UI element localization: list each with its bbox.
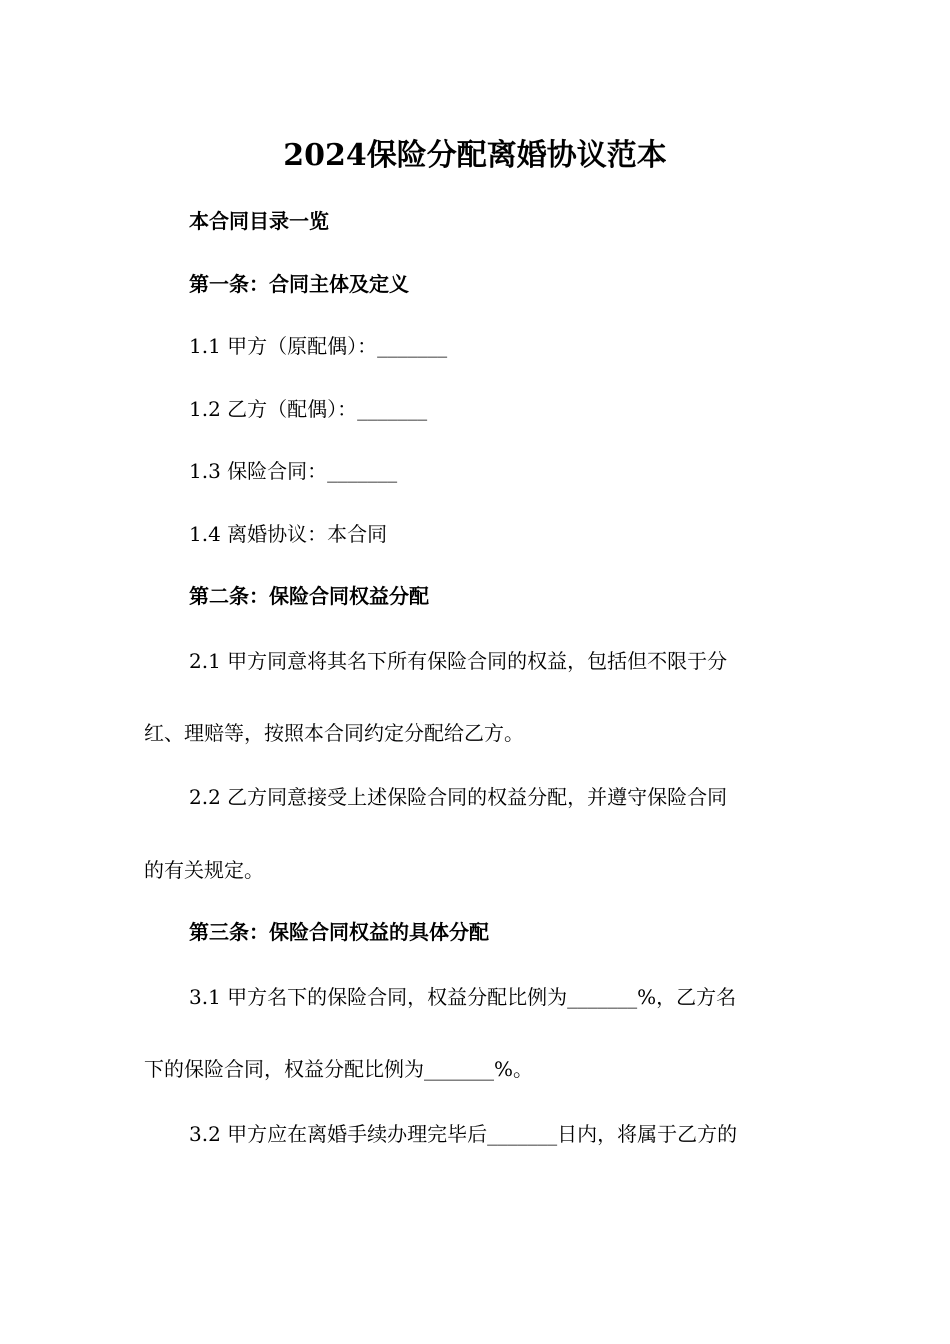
- document-title: 2024保险分配离婚协议范本: [283, 138, 667, 173]
- clause-2-2-line-1: 2.2 乙方同意接受上述保险合同的权益分配，并遵守保险合同: [189, 785, 728, 809]
- clause-2-1-line-1: 2.1 甲方同意将其名下所有保险合同的权益，包括但不限于分: [189, 649, 728, 673]
- toc-heading: 本合同目录一览: [189, 209, 329, 233]
- clause-2-2-line-2: 的有关规定。: [144, 858, 264, 882]
- clause-1-1: 1.1 甲方（原配偶）：_______: [189, 334, 448, 358]
- clause-3-1-line-1: 3.1 甲方名下的保险合同，权益分配比例为_______%，乙方名: [189, 985, 737, 1009]
- clause-2-1-line-2: 红、理赔等，按照本合同约定分配给乙方。: [144, 721, 524, 745]
- clause-3-2-line-1: 3.2 甲方应在离婚手续办理完毕后_______日内，将属于乙方的: [189, 1122, 738, 1146]
- clause-1-4: 1.4 离婚协议：本合同: [189, 522, 388, 546]
- article-1-heading: 第一条：合同主体及定义: [189, 272, 409, 296]
- clause-1-2: 1.2 乙方（配偶）：_______: [189, 397, 428, 421]
- clause-1-3: 1.3 保险合同：_______: [189, 459, 398, 483]
- article-2-heading: 第二条：保险合同权益分配: [189, 584, 429, 608]
- clause-3-1-line-2: 下的保险合同，权益分配比例为_______%。: [144, 1057, 534, 1081]
- article-3-heading: 第三条：保险合同权益的具体分配: [189, 920, 489, 944]
